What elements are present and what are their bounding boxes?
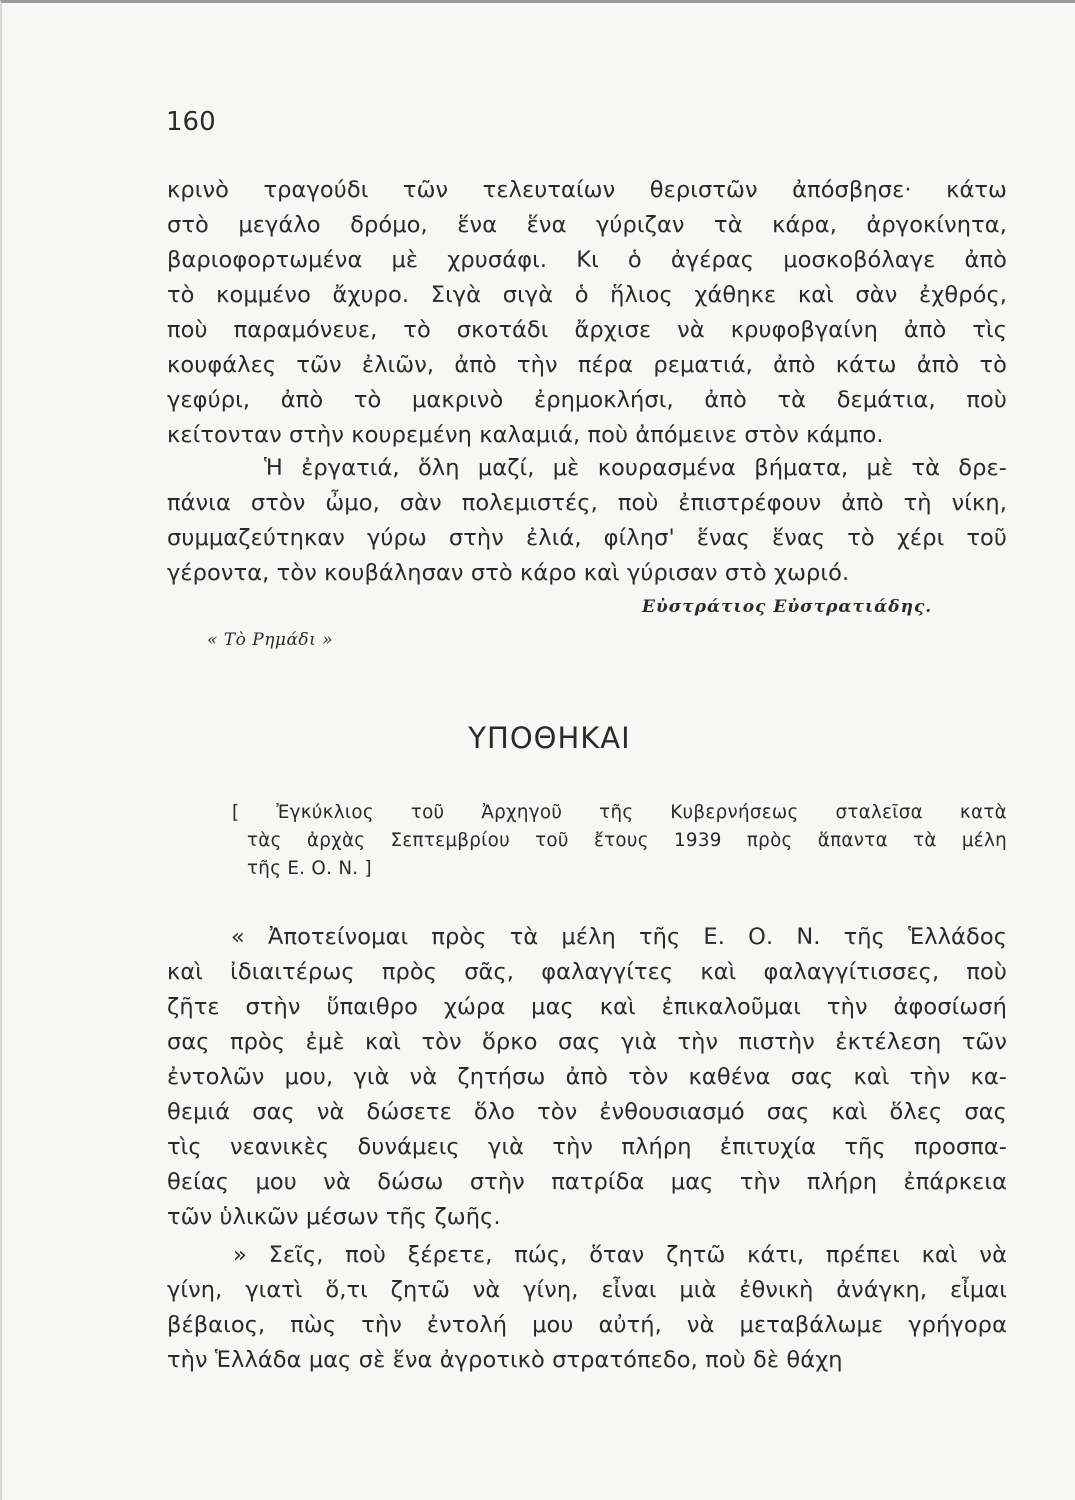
heading-note bbox=[232, 799, 1007, 883]
text-line: θεμιά σας νὰ δώσετε ὅλο τὸν ἐνθουσιασμό σας καὶ ὅλες σας bbox=[167, 1099, 1007, 1125]
text-line: ἐντολῶν μου, γιὰ νὰ ζητήσω ἀπὸ τὸν καθένα σας καὶ τὴν κα- bbox=[167, 1064, 1007, 1090]
section-heading: ΥΠΟΘΗΚΑΙ bbox=[468, 721, 631, 755]
text-line: τὶς νεανικὲς δυνάμεις γιὰ τὴν πλήρη ἐπιτυχία τῆς προσπα- bbox=[167, 1134, 1007, 1160]
text-line: κουφάλες τῶν ἐλιῶν, ἀπὸ τὴν πέρα ρεματιά, ἀπὸ κάτω ἀπὸ τὸ bbox=[167, 352, 1007, 378]
paragraph-2 bbox=[167, 451, 1007, 591]
text-line: βέβαιος, πὼς τὴν ἐντολή μου αὐτή, νὰ μεταβάλωμε γρήγορα bbox=[167, 1312, 1007, 1338]
text-line: τὴν Ἑλλάδα μας σὲ ἕνα ἀγροτικὸ στρατόπεδο, ποὺ δὲ θάχη bbox=[167, 1347, 843, 1373]
text-line: » Σεῖς, ποὺ ξέρετε, πώς, ὅταν ζητῶ κάτι, πρέπει καὶ νὰ bbox=[233, 1242, 1007, 1268]
paragraph-4 bbox=[167, 1238, 1007, 1378]
text-line: σας πρὸς ἐμὲ καὶ τὸν ὅρκο σας γιὰ τὴν πιστὴν ἐκτέλεση τῶν bbox=[167, 1029, 1007, 1055]
text-line: κείτονταν στὴν κουρεμένη καλαμιά, ποὺ ἀπόμεινε στὸν κάμπο. bbox=[167, 422, 884, 448]
text-line: Ἡ ἐργατιά, ὅλη μαζί, μὲ κουρασμένα βήματα, μὲ τὰ δρε- bbox=[264, 455, 1007, 481]
page-number: 160 bbox=[166, 107, 216, 137]
text-line: συμμαζεύτηκαν γύρω στὴν ἐλιά, φίλησ' ἕνας ἕνας τὸ χέρι τοῦ bbox=[167, 525, 1007, 551]
source-title: « Τὸ Ρημάδι » bbox=[207, 630, 334, 650]
note-line: τὰς ἀρχὰς Σεπτεμβρίου τοῦ ἔτους 1939 πρὸς ἅπαντα τὰ μέλη bbox=[247, 830, 1007, 851]
paragraph-3 bbox=[167, 920, 1007, 1235]
text-line: γεφύρι, ἀπὸ τὸ μακρινὸ ἐρημοκλήσι, ἀπὸ τὰ δεμάτια, ποὺ bbox=[167, 387, 1007, 413]
text-line: βαριοφορτωμένα μὲ χρυσάφι. Κι ὁ ἀγέρας μοσκοβόλαγε ἀπὸ bbox=[167, 247, 1007, 273]
text-line: « Ἀποτείνομαι πρὸς τὰ μέλη τῆς Ε. Ο. Ν. τῆς Ἑλλάδος bbox=[231, 924, 1007, 950]
text-line: στὸ μεγάλο δρόμο, ἕνα ἕνα γύριζαν τὰ κάρα, ἀργοκίνητα, bbox=[167, 212, 1007, 238]
note-line: [ Ἐγκύκλιος τοῦ Ἀρχηγοῦ τῆς Κυβερνήσεως σταλεῖσα κατὰ bbox=[232, 802, 1007, 823]
text-line: τὸ κομμένο ἄχυρο. Σιγὰ σιγὰ ὁ ἥλιος χάθηκε καὶ σὰν ἐχθρός, bbox=[167, 282, 1007, 308]
text-line: καὶ ἰδιαιτέρως πρὸς σᾶς, φαλαγγίτες καὶ φαλαγγίτισσες, ποὺ bbox=[167, 959, 1007, 985]
text-line: γέροντα, τὸν κουβάλησαν στὸ κάρο καὶ γύρισαν στὸ χωριό. bbox=[167, 560, 850, 586]
text-line: ποὺ παραμόνευε, τὸ σκοτάδι ἄρχισε νὰ κρυφοβγαίνη ἀπὸ τὶς bbox=[167, 317, 1007, 343]
text-line: ζῆτε στὴν ὕπαιθρο χώρα μας καὶ ἐπικαλοῦμαι τὴν ἀφοσίωσή bbox=[167, 994, 1007, 1020]
note-line: τῆς Ε. Ο. Ν. ] bbox=[247, 858, 372, 879]
text-line: γίνη, γιατὶ ὅ,τι ζητῶ νὰ γίνη, εἶναι μιὰ ἐθνικὴ ἀνάγκη, εἶμαι bbox=[167, 1277, 1007, 1303]
author-signature: Εὐστράτιος Εὐστρατιάδης. bbox=[642, 597, 933, 617]
text-line: κρινὸ τραγούδι τῶν τελευταίων θεριστῶν ἀπόσβησε· κάτω bbox=[167, 177, 1007, 203]
text-line: πάνια στὸν ὦμο, σὰν πολεμιστές, ποὺ ἐπιστρέφουν ἀπὸ τὴ νίκη, bbox=[167, 490, 1007, 516]
paragraph-1 bbox=[167, 173, 1007, 453]
text-line: τῶν ὑλικῶν μέσων τῆς ζωῆς. bbox=[167, 1204, 501, 1230]
text-line: θείας μου νὰ δώσω στὴν πατρίδα μας τὴν πλήρη ἐπάρκεια bbox=[167, 1169, 1007, 1195]
